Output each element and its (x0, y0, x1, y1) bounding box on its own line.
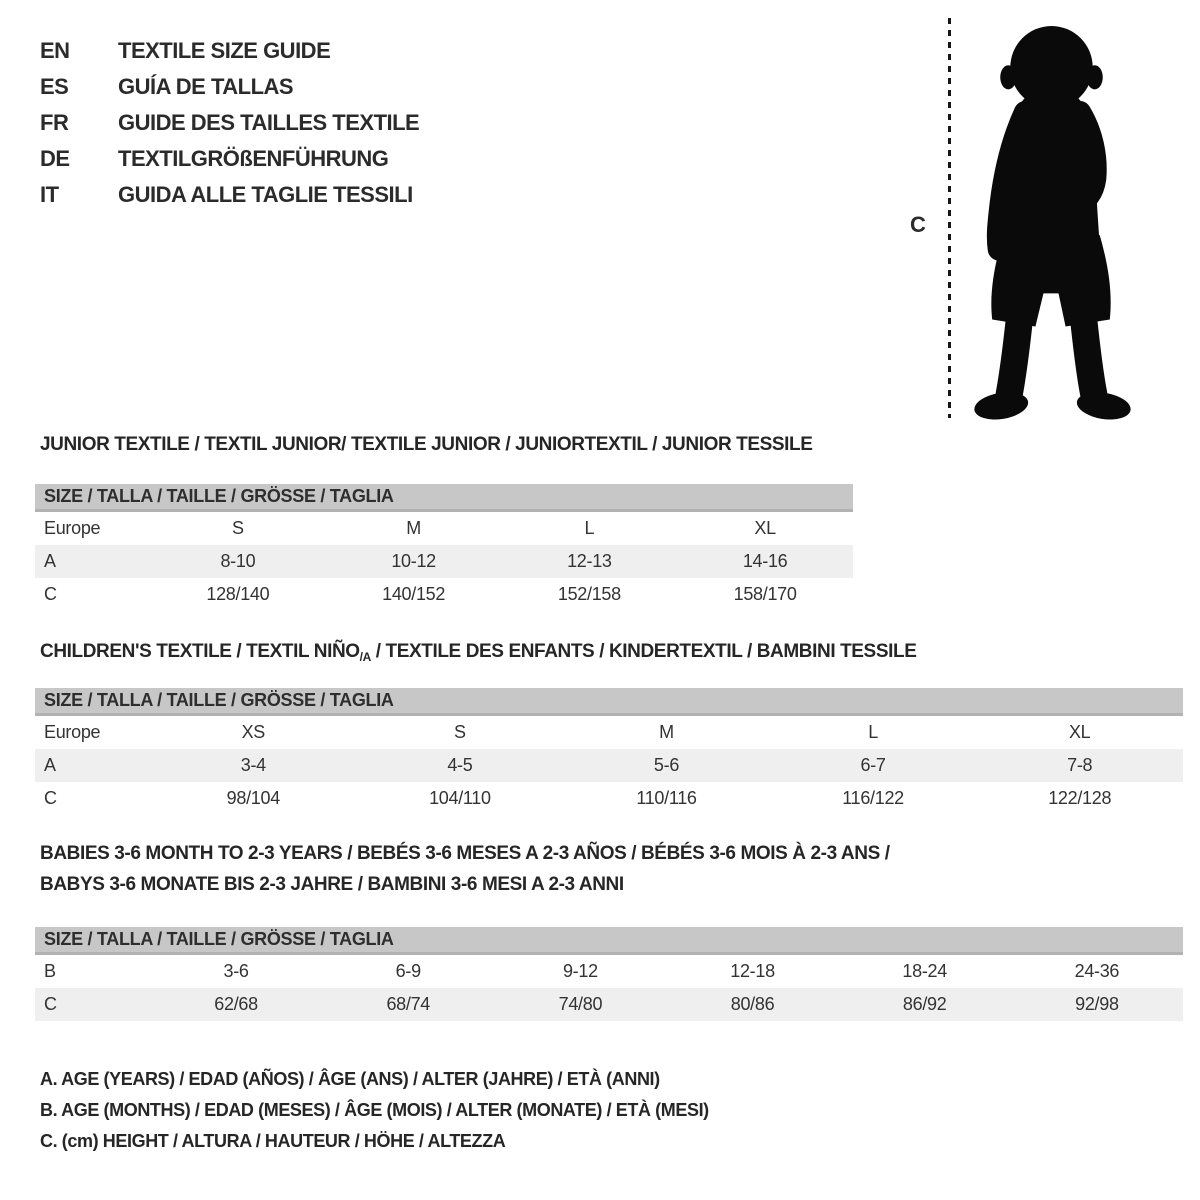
cell-value: L (584, 518, 595, 538)
cell-value: S (232, 518, 244, 538)
row-label: C (44, 994, 57, 1014)
table-row (35, 578, 853, 611)
table-row (35, 988, 1183, 1021)
language-title: GUÍA DE TALLAS (118, 74, 294, 99)
cell-value: M (406, 518, 421, 538)
legend-age-years: A. AGE (YEARS) / EDAD (AÑOS) / ÂGE (ANS) / ALTER (JAHRE) / ETÀ (ANNI) (40, 1069, 660, 1089)
language-row-it (40, 177, 419, 213)
cell-value: 18-24 (902, 961, 947, 981)
cell-value: 74/80 (558, 994, 603, 1014)
language-title: TEXTILGRÖßENFÜHRUNG (118, 146, 389, 171)
cell-value: 10-12 (391, 551, 436, 571)
toddler-silhouette (958, 20, 1144, 422)
language-code: IT (40, 182, 59, 207)
cell-value: 140/152 (382, 584, 446, 604)
cell-value: 110/116 (636, 788, 697, 808)
row-label: A (44, 551, 56, 571)
cell-value: 86/92 (902, 994, 947, 1014)
cell-value: 104/110 (429, 788, 491, 808)
cell-value: 62/68 (214, 994, 258, 1014)
cell-value: 7-8 (1067, 755, 1093, 775)
cell-value: 14-16 (742, 551, 788, 571)
language-code: EN (40, 38, 70, 63)
cell-value: 80/86 (730, 994, 775, 1014)
babies-section-title-line2: BABYS 3-6 MONATE BIS 2-3 JAHRE / BAMBINI 3-6 MESI A 2-3 ANNI (40, 874, 624, 895)
language-row-en (40, 33, 419, 69)
row-label: A (44, 755, 56, 775)
table-row (35, 782, 1183, 815)
table-row (35, 512, 853, 545)
babies-size-table (35, 927, 1183, 1021)
cell-value: XS (241, 722, 265, 742)
children-section-title (40, 641, 916, 664)
junior-section-title: JUNIOR TEXTILE / TEXTIL JUNIOR/ TEXTILE JUNIOR / JUNIORTEXTIL / JUNIOR TESSILE (40, 434, 813, 455)
language-code: FR (40, 110, 69, 135)
row-label: B (44, 961, 56, 981)
children-size-table (35, 688, 1183, 815)
size-table-header: SIZE / TALLA / TAILLE / GRÖSSE / TAGLIA (35, 688, 1183, 716)
cell-value: 8-10 (220, 551, 256, 571)
cell-value: 4-5 (447, 755, 473, 775)
row-label: C (44, 584, 57, 604)
table-row (35, 716, 1183, 749)
cell-value: 12-18 (730, 961, 775, 981)
row-label: C (44, 788, 57, 808)
children-title-text: / TEXTILE DES ENFANTS / KINDERTEXTIL / BAMBINI TESSILE (370, 641, 917, 662)
language-row-de (40, 141, 419, 177)
language-code: DE (40, 146, 70, 171)
cell-value: 5-6 (653, 755, 680, 775)
cell-value: 128/140 (206, 584, 270, 604)
cell-value: 92/98 (1075, 994, 1119, 1014)
table-row (35, 545, 853, 578)
measurement-legend (40, 1064, 709, 1157)
cell-value: 116/122 (842, 788, 904, 808)
junior-size-table (35, 484, 853, 611)
language-list (40, 33, 419, 213)
language-title: GUIDA ALLE TAGLIE TESSILI (118, 182, 413, 207)
cell-value: 152/158 (557, 584, 621, 604)
cell-value: 9-12 (562, 961, 598, 981)
cell-value: 6-7 (860, 755, 886, 775)
row-label: Europe (44, 518, 101, 538)
cell-value: 24-36 (1074, 961, 1120, 981)
children-title-text: CHILDREN'S TEXTILE / TEXTIL NIÑO (40, 641, 360, 662)
language-title: TEXTILE SIZE GUIDE (118, 38, 331, 63)
cell-value: 122/128 (1048, 788, 1112, 808)
cell-value: 98/104 (226, 788, 280, 808)
height-measure-dashed-line (948, 18, 951, 418)
height-measure-label: C (910, 212, 926, 237)
cell-value: 68/74 (386, 994, 430, 1014)
cell-value: 6-9 (395, 961, 421, 981)
language-title: GUIDE DES TAILLES TEXTILE (118, 110, 420, 135)
cell-value: M (659, 722, 674, 742)
legend-age-months: B. AGE (MONTHS) / EDAD (MESES) / ÂGE (MOIS) / ALTER (MONATE) / ETÀ (MESI) (40, 1100, 709, 1120)
language-row-es (40, 69, 419, 105)
children-title-subscript: /A (359, 650, 371, 664)
cell-value: 12-13 (567, 551, 612, 571)
cell-value: 158/170 (733, 584, 797, 604)
language-row-fr (40, 105, 419, 141)
row-label: Europe (44, 722, 101, 742)
legend-height-cm: C. (cm) HEIGHT / ALTURA / HAUTEUR / HÖHE / ALTEZZA (40, 1131, 506, 1151)
cell-value: 3-4 (240, 755, 266, 775)
size-table-header: SIZE / TALLA / TAILLE / GRÖSSE / TAGLIA (35, 484, 853, 512)
table-row (35, 955, 1183, 988)
babies-section-title-line1: BABIES 3-6 MONTH TO 2-3 YEARS / BEBÉS 3-6 MESES A 2-3 AÑOS / BÉBÉS 3-6 MOIS À 2-3 ANS / (40, 843, 890, 864)
cell-value: XL (754, 518, 776, 538)
cell-value: S (454, 722, 466, 742)
language-code: ES (40, 74, 69, 99)
table-row (35, 749, 1183, 782)
size-table-header: SIZE / TALLA / TAILLE / GRÖSSE / TAGLIA (35, 927, 1183, 955)
cell-value: XL (1068, 722, 1091, 742)
cell-value: L (868, 722, 878, 742)
cell-value: 3-6 (223, 961, 249, 981)
